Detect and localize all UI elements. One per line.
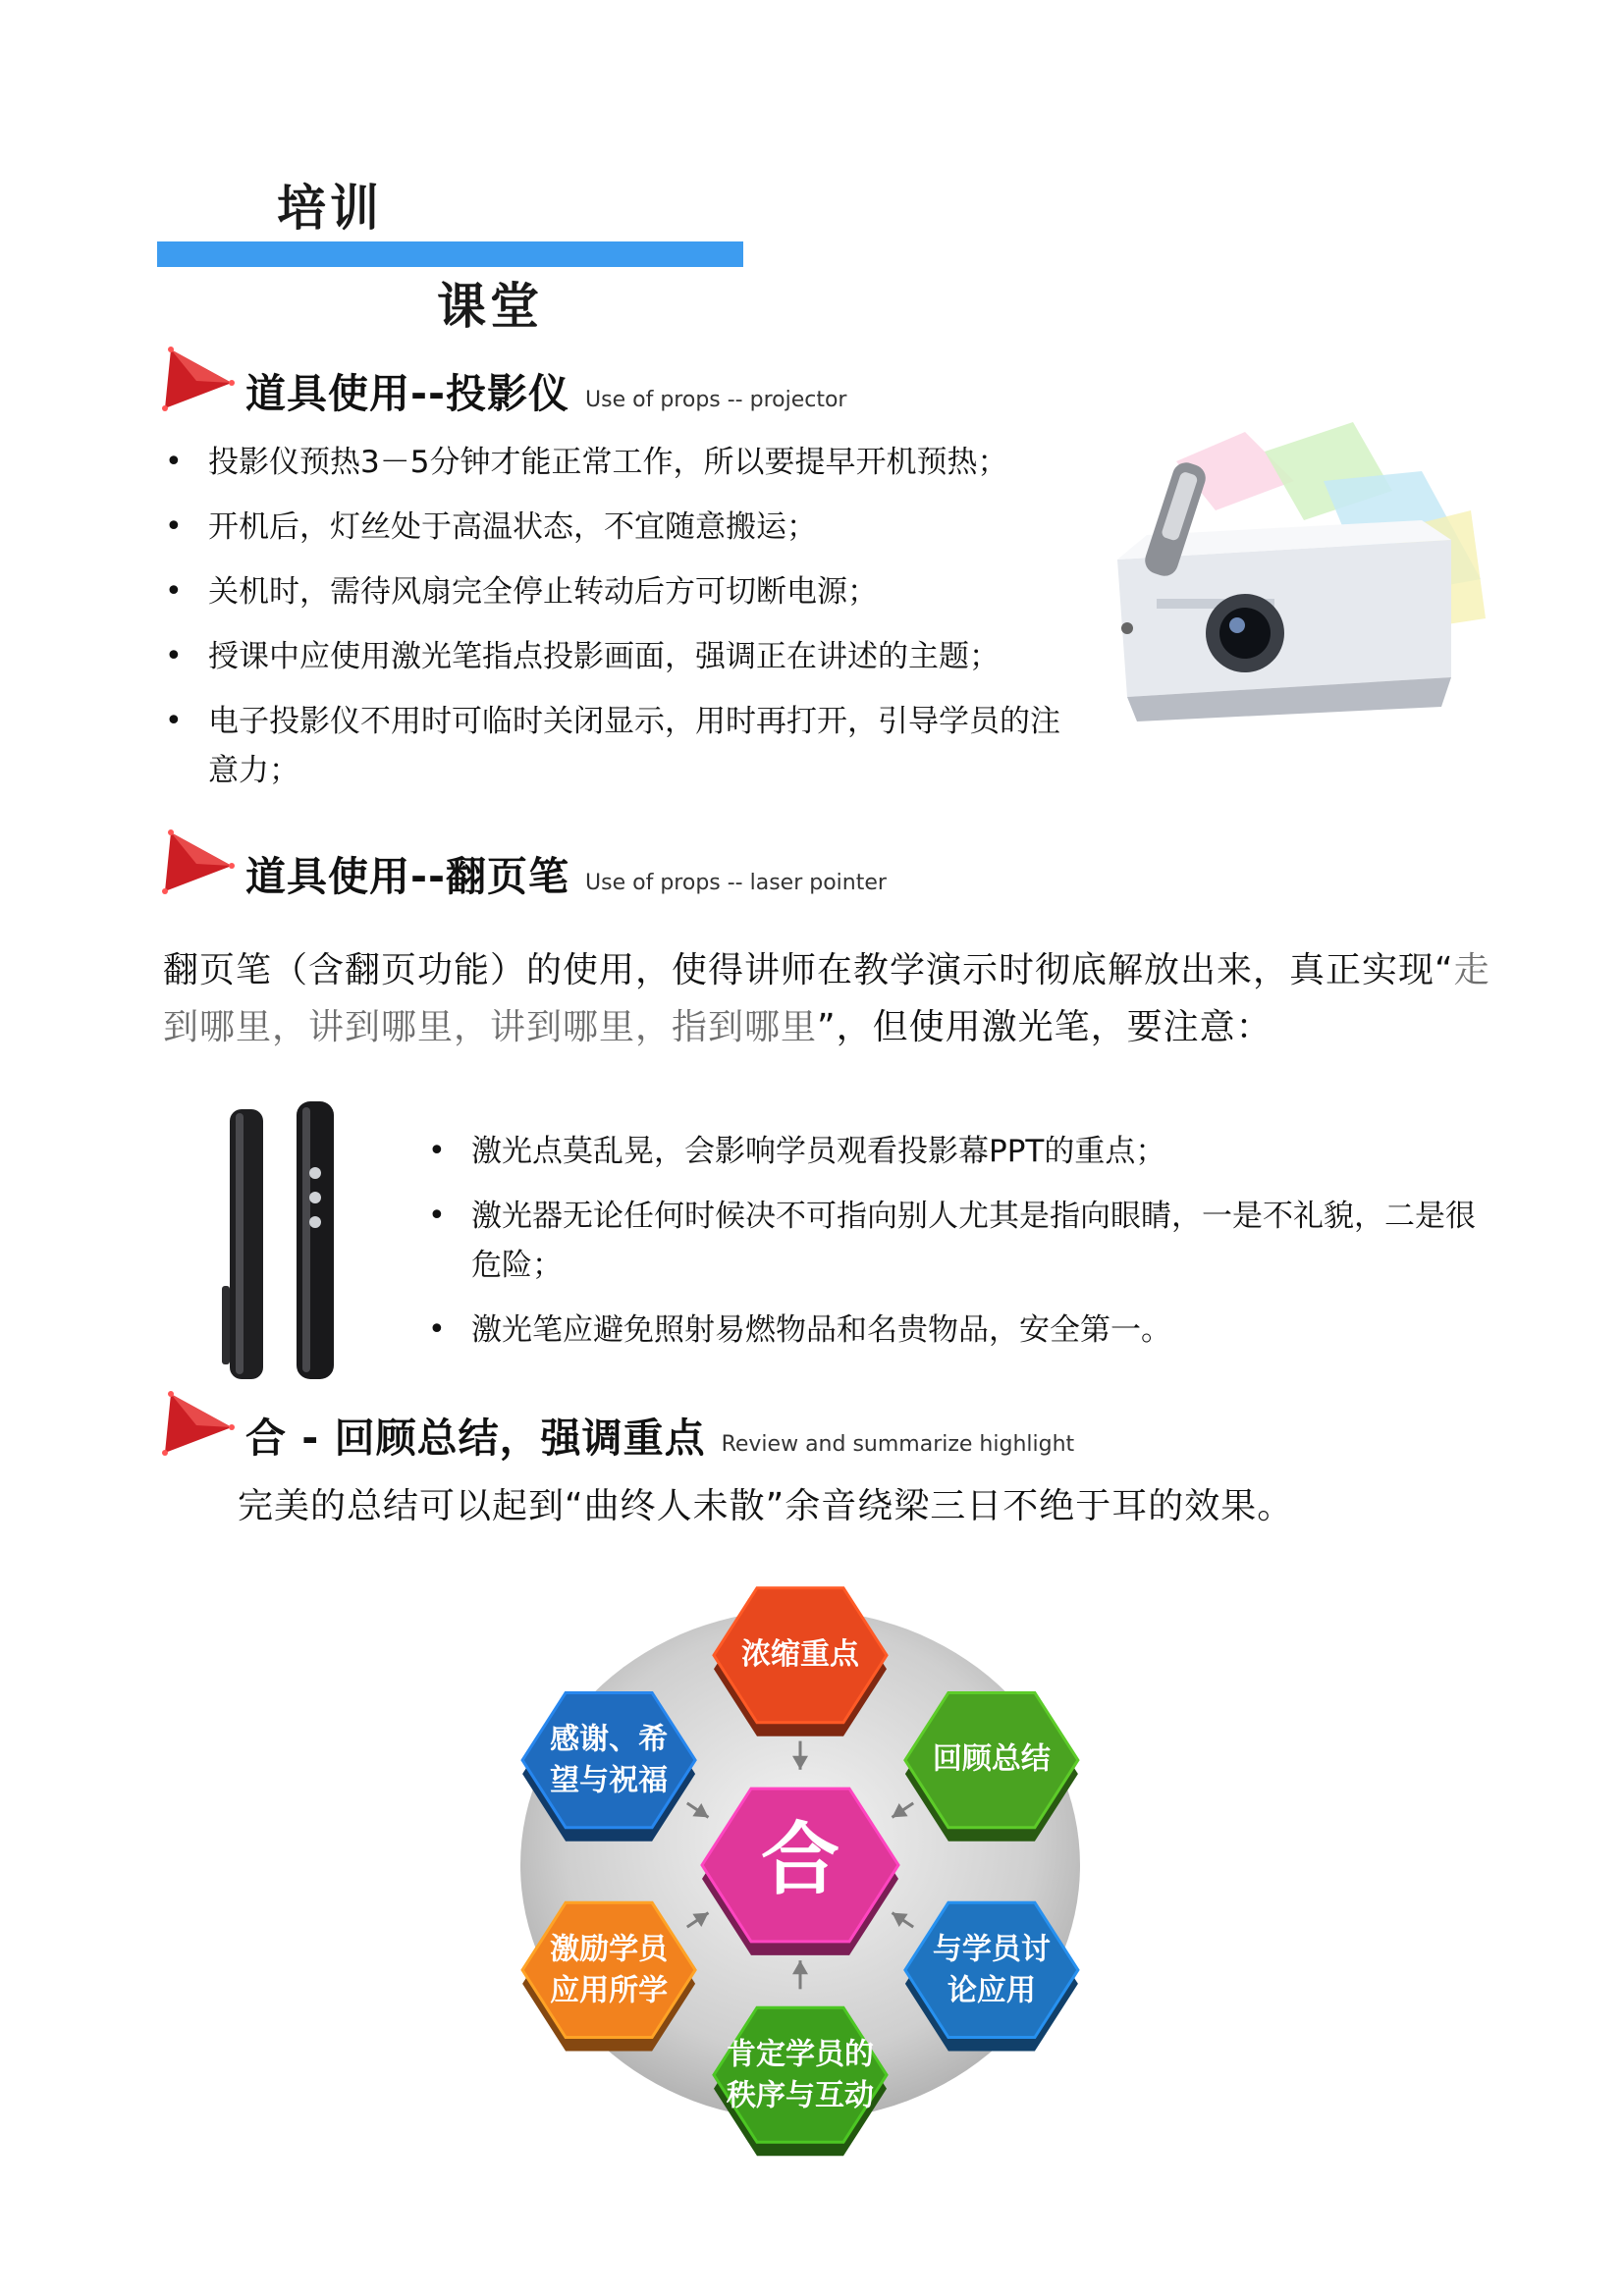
list-item: • 激光点莫乱晃，会影响学员观看投影幕PPT的重点； (420, 1127, 1481, 1176)
hex-node-label: 秩序与互动 (727, 2078, 874, 2113)
list-item: • 电子投影仪不用时可临时关闭显示，用时再打开，引导学员的注意力； (157, 697, 1062, 795)
hex-node-label: 与学员讨 (932, 1932, 1051, 1967)
red-triangle-icon (157, 346, 236, 414)
list-item: • 授课中应使用激光笔指点投影画面，强调正在讲述的主题； (157, 632, 1119, 681)
section-title: 道具使用--投影仪 (245, 370, 570, 417)
list-item: • 激光笔应避免照射易燃物品和名贵物品，安全第一。 (420, 1306, 1481, 1355)
hex-node-label: 回顾总结 (932, 1741, 1051, 1777)
laser-pointer-image (222, 1099, 340, 1384)
hex-center-label: 合 (761, 1813, 839, 1905)
page-title-line2: 课堂 (437, 278, 543, 335)
hex-node-label: 应用所学 (550, 1973, 669, 2008)
red-triangle-icon (157, 828, 236, 897)
summary-hexagon-diagram (432, 1580, 1168, 2169)
list-item: • 激光器无论任何时候决不可指向别人尤其是指向眼睛，一是不礼貌，二是很危险； (420, 1192, 1481, 1290)
hex-node-label: 浓缩重点 (741, 1636, 859, 1672)
section-subtitle: Use of props -- projector (585, 388, 847, 412)
laser-pointer-intro-paragraph: 翻页笔（含翻页功能）的使用，使得讲师在教学演示时彻底解放出来，真正实现“走到哪里，讲到哪里，讲到哪里，指到哪里”，但使用激光笔，要注意： (163, 950, 1490, 1047)
section-subtitle: Review and summarize highlight (721, 1432, 1075, 1457)
section-title: 道具使用--翻页笔 (245, 853, 570, 900)
hex-node-label: 望与祝福 (550, 1763, 669, 1798)
list-item: • 关机时，需待风扇完全停止转动后方可切断电源； (157, 567, 1119, 616)
section-heading-summary (157, 1390, 1075, 1462)
quoted-phrase: 走到哪里，讲到哪里，讲到哪里，指到哪里 (163, 950, 1490, 1047)
projector-image (1098, 422, 1486, 726)
projector-bullet-list (157, 438, 1119, 795)
hex-node-label: 感谢、希 (550, 1722, 669, 1757)
list-item: • 开机后，灯丝处于高温状态，不宜随意搬运； (157, 503, 1119, 552)
title-divider-bar (157, 241, 743, 267)
section-subtitle: Use of props -- laser pointer (585, 871, 887, 895)
red-triangle-icon (157, 1390, 236, 1459)
laser-pointer-bullet-list (420, 1127, 1481, 1355)
section-heading-projector (157, 346, 847, 417)
summary-paragraph: 完美的总结可以起到“曲终人未散”余音绕梁三日不绝于耳的效果。 (238, 1486, 1294, 1526)
hex-node-label: 激励学员 (550, 1932, 669, 1967)
section-title: 合 - 回顾总结，强调重点 (245, 1415, 706, 1462)
section-heading-laser-pointer (157, 828, 887, 900)
hex-node-label: 论应用 (947, 1973, 1036, 2008)
list-item: • 投影仪预热3－5分钟才能正常工作，所以要提早开机预热； (157, 438, 1119, 487)
hex-node-label: 肯定学员的 (727, 2037, 874, 2072)
page-title-line1: 培训 (277, 180, 383, 237)
